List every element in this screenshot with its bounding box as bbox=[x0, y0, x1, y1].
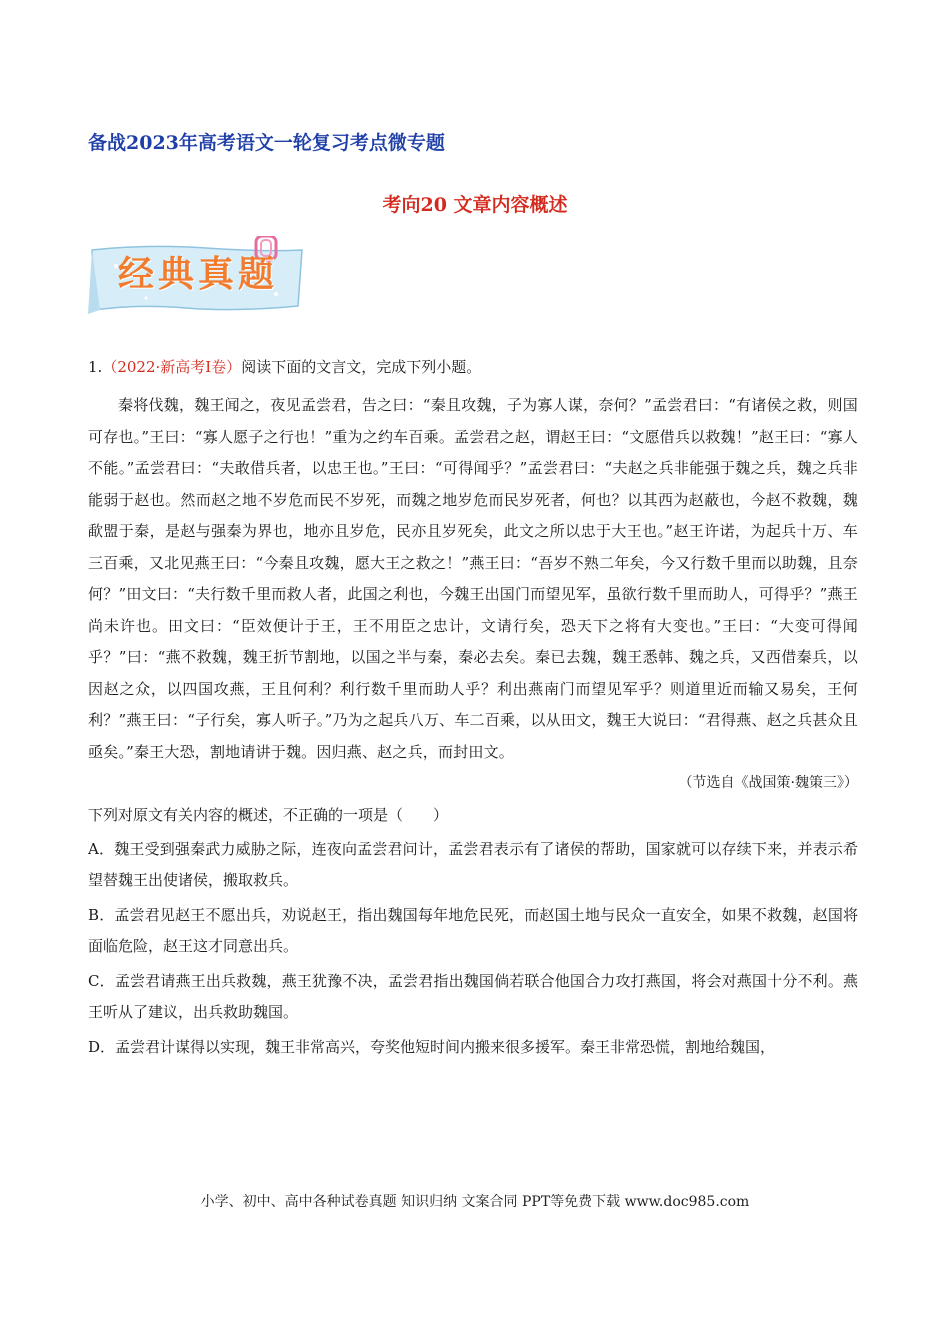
passage-text: 秦将伐魏，魏王闻之，夜见孟尝君，告之曰：“秦且攻魏，子为寡人谋，奈何？”孟尝君曰：“有诸侯之救，则国可存也。”王曰：“寡人愿子之行也！”重为之约车百乘。孟尝君之赵，谓赵王曰：“文愿借兵以救魏！”赵王曰：“寡人不能。”孟尝君曰：“夫敢借兵者，以忠王也。”王曰：“可得闻乎？”孟尝君曰：“夫赵之兵非能强于魏之兵，魏之兵非能弱于赵也。然而赵之地不岁危而民不岁死，而魏之地岁危而民岁死者，何也？以其西为赵蔽也，今赵不救魏，魏歃盟于秦，是赵与强秦为界也，地亦且岁危，民亦且岁死矣，此文之所以忠于大王也。”赵王许诺，为起兵十万、车三百乘，又北见燕王曰：“今秦且攻魏，愿大王之救之！”燕王曰：“吾岁不熟二年矣，今又行数千里而以助魏，且奈何？”田文曰：“夫行数千里而救人者，此国之利也，今魏王出国门而望见军，虽欲行数千里而助人，可得乎？”燕王尚未许也。田文曰：“臣效便计于王，王不用臣之忠计，文请行矣，恐天下之将有大变也。”王曰：“大变可得闻乎？”曰：“燕不救魏，魏王折节割地，以国之半与秦，秦必去矣。秦已去魏，魏王悉韩、魏之兵，又西借秦兵，以因赵之众，以四国攻燕，王且何利？利行数千里而助人乎？利出燕南门而望见军乎？则道里近而输又易矣，王何利？”燕王曰：“子行矣，寡人听子。”乃为之起兵八万、车二百乘，以从田文，魏王大说曰：“君得燕、赵之兵甚众且亟矣。”秦王大恐，割地请讲于魏。因归燕、赵之兵，而封田文。 bbox=[88, 396, 858, 761]
question-stem: 下列对原文有关内容的概述，不正确的一项是（ ） bbox=[88, 806, 449, 824]
option-c: C．孟尝君请燕王出兵救魏，燕王犹豫不决，孟尝君指出魏国倘若联合他国合力攻打燕国，将会对燕国十分不利。燕王听从了建议，出兵救助魏国。 bbox=[88, 972, 858, 1021]
series-title: 备战2023年高考语文一轮复习考点微专题 bbox=[88, 132, 445, 154]
page-footer: 小学、初中、高中各种试卷真题 知识归纳 文案合同 PPT等免费下载 www.doc985.com bbox=[200, 1194, 750, 1210]
question-heading bbox=[88, 352, 858, 382]
question-instruction: 阅读下面的文言文，完成下列小题。 bbox=[241, 358, 482, 376]
topic-title: 考向20 文章内容概述 bbox=[382, 194, 568, 216]
badge-text: 经典真题 bbox=[118, 254, 279, 295]
option-a: A．魏王受到强秦武力威胁之际，连夜向孟尝君问计，孟尝君表示有了诸侯的帮助，国家就可以存续下来，并表示希望替魏王出使诸侯，搬取救兵。 bbox=[88, 840, 858, 889]
question-block bbox=[88, 352, 858, 1063]
source-note: （节选自《战国策·魏策三》） bbox=[678, 775, 858, 791]
question-source: （2022·新高考Ⅰ卷） bbox=[102, 358, 242, 376]
option-b: B．孟尝君见赵王不愿出兵，劝说赵王，指出魏国每年地危民死，而赵国土地与民众一直安全，如果不救魏，赵国将面临危险，赵王这才同意出兵。 bbox=[88, 906, 858, 955]
question-number: 1. bbox=[88, 358, 103, 376]
option-d: D．孟尝君计谋得以实现，魏王非常高兴，夸奖他短时间内搬来很多援军。秦王非常恐慌，割地给魏国， bbox=[88, 1038, 776, 1056]
